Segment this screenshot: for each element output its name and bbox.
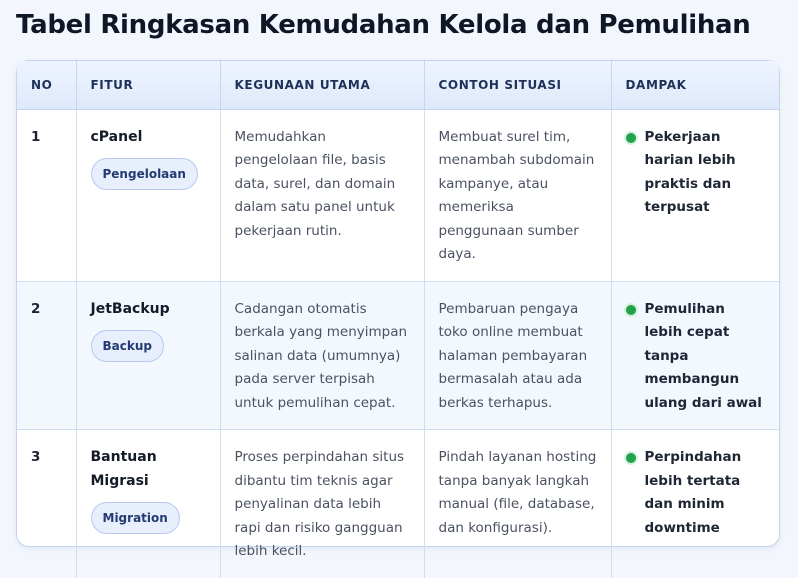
feature-name: JetBackup [90, 300, 170, 317]
feature-name: cPanel [90, 128, 143, 145]
page-title: Tabel Ringkasan Kemudahan Kelola dan Pemulihan [16, 10, 751, 40]
table-row [17, 281, 779, 430]
feature-cell [76, 430, 220, 578]
header-example: CONTOH SITUASI [424, 61, 611, 109]
table-row [17, 109, 779, 281]
example-cell: Pindah layanan hosting tanpa banyak langkah manual (file, database, dan konfigurasi). [424, 430, 611, 578]
use-cell: Proses perpindahan situs dibantu tim teknis agar penyalinan data lebih rapi dan risiko gangguan lebih kecil. [220, 430, 424, 578]
example-cell: Pembaruan pengaya toko online membuat halaman pembayaran bermasalah atau ada berkas terhapus. [424, 281, 611, 430]
status-dot-icon [626, 305, 636, 315]
feature-name: Bantuan Migrasi [90, 449, 157, 489]
impact-text: Pemulihan lebih cepat tanpa membangun ulang dari awal [644, 300, 762, 411]
row-number: 3 [17, 430, 76, 578]
status-dot-icon [626, 133, 636, 143]
example-cell: Membuat surel tim, menambah subdomain kampanye, atau memeriksa penggunaan sumber daya. [424, 109, 611, 281]
row-number: 2 [17, 281, 76, 430]
impact-cell [611, 109, 779, 281]
header-impact: DAMPAK [611, 61, 779, 109]
status-dot-icon [626, 453, 636, 463]
summary-table [16, 60, 780, 559]
use-cell: Memudahkan pengelolaan file, basis data, surel, dan domain dalam satu panel untuk pekerjaan rutin. [220, 109, 424, 281]
table-row [17, 430, 779, 578]
impact-cell [611, 281, 779, 430]
header-no: NO [17, 61, 76, 109]
feature-badge: Migration [91, 502, 180, 534]
use-cell: Cadangan otomatis berkala yang menyimpan salinan data (umumnya) pada server terpisah untuk pemulihan cepat. [220, 281, 424, 430]
feature-badge: Backup [91, 330, 164, 362]
row-number: 1 [17, 109, 76, 281]
header-feature: FITUR [76, 61, 220, 109]
feature-cell [76, 109, 220, 281]
feature-cell [76, 281, 220, 430]
impact-text: Perpindahan lebih tertata dan minim downtime [644, 449, 742, 536]
feature-badge: Pengelolaan [91, 158, 198, 190]
impact-text: Pekerjaan harian lebih praktis dan terpusat [644, 128, 736, 215]
table-header-row [17, 61, 779, 109]
impact-cell [611, 430, 779, 578]
header-use: KEGUNAAN UTAMA [220, 61, 424, 109]
